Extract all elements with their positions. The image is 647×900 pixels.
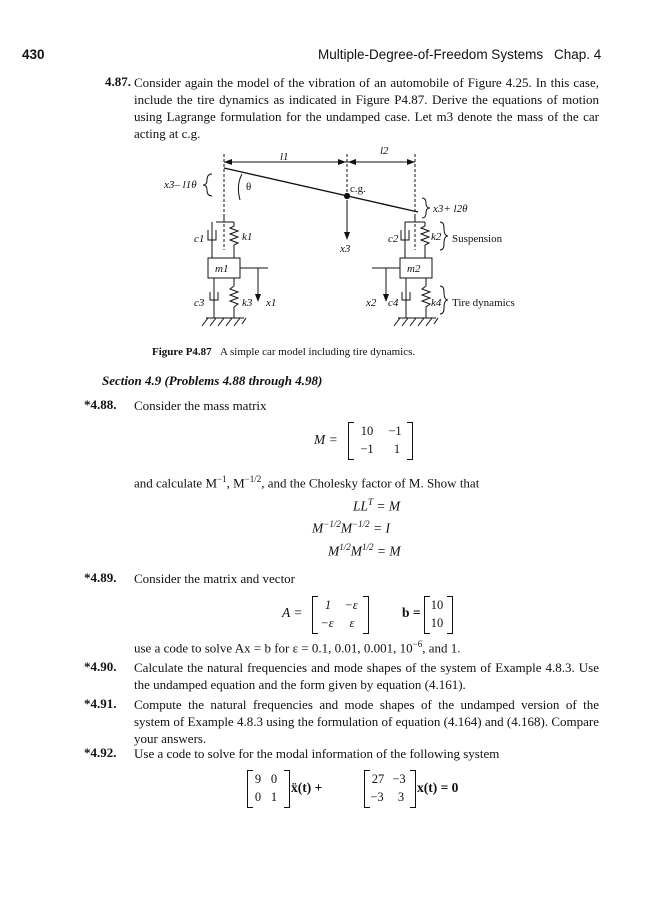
- matrix-A-11: 1: [324, 598, 332, 612]
- label-x3-minus: x3– l1θ: [164, 179, 197, 191]
- mass-matrix-11: 9: [254, 772, 262, 786]
- label-k3: k3: [242, 297, 253, 309]
- section-heading: Section 4.9 (Problems 4.88 through 4.98): [102, 373, 323, 388]
- label-k4: k4: [431, 297, 442, 309]
- stiffness-matrix-22: 3: [397, 790, 405, 804]
- figure-caption-label: Figure P4.87: [152, 346, 212, 358]
- mass-matrix-12: 0: [270, 772, 278, 786]
- equation-M-inverse-half: $M^{-1/2}M^{-1/2} = I$: [312, 519, 391, 536]
- matrix-M-21: −1: [360, 442, 374, 456]
- chapter-label: Chap. 4: [554, 47, 602, 62]
- figure-caption: [152, 346, 415, 358]
- problem-4-88-intro: Consider the mass matrix: [134, 398, 267, 413]
- label-tire-dynamics: Tire dynamics: [452, 297, 515, 309]
- label-c3: c3: [194, 297, 205, 309]
- matrix-M-22: 1: [393, 442, 401, 456]
- label-m2: m2: [407, 263, 421, 275]
- matrix-A-12: −ε: [344, 598, 358, 612]
- problem-4-88-calc-text: and calculate $M^{-1}$, $M^{-1/2}$, and the Cholesky factor of M. Show that: [134, 474, 480, 491]
- vector-b-lhs: b =: [402, 605, 421, 620]
- problem-number-4-92: *4.92.: [84, 745, 117, 760]
- label-cg: c.g.: [350, 183, 366, 195]
- problem-4-87-text: Consider again the model of the vibration of an automobile of Figure 4.25. In this case, include the tire dynamics as indicated in Figure P4.87. Derive the equations of motion using Lagrange formulation for the undamped case. Let m3 denote the mass of the car acting at c.g.: [134, 75, 599, 141]
- problem-number-4-87: 4.87.: [105, 74, 131, 89]
- mass-matrix-21: 0: [254, 790, 262, 804]
- label-suspension: Suspension: [452, 233, 503, 245]
- label-c1: c1: [194, 233, 205, 245]
- problem-number-4-90: *4.90.: [84, 659, 117, 674]
- matrix-A-21: −ε: [320, 616, 334, 630]
- equation-M-half: $M^{1/2}M^{1/2} = M$: [328, 542, 401, 559]
- matrix-A-22: ε: [349, 616, 355, 630]
- problem-number-4-88: *4.88.: [84, 397, 117, 412]
- cg-dot: [344, 193, 349, 198]
- problem-4-91-text: Compute the natural frequencies and mode shapes of the undamped version of the system of Example 4.8.3 using the formulation of equation (4.164) and (4.168). Compare your answers.: [134, 697, 599, 746]
- figure-caption-text: A simple car model including tire dynamics.: [219, 346, 416, 358]
- label-x3: x3: [340, 243, 351, 255]
- label-l1: l1: [280, 151, 289, 163]
- equation-LLT: $LL^T = M$: [353, 497, 401, 514]
- label-k1: k1: [242, 231, 253, 243]
- problem-4-89-text: use a code to solve Ax = b for ε = 0.1, 0.01, 0.001, $10^{-6}$, and 1.: [134, 639, 461, 656]
- label-k2: k2: [431, 231, 442, 243]
- running-title: Multiple-Degree-of-Freedom Systems: [318, 47, 544, 62]
- vector-b-1: 10: [430, 598, 444, 612]
- car-body-bar: [224, 168, 418, 212]
- problem-number-4-89: *4.89.: [84, 570, 117, 585]
- vector-b-2: 10: [430, 616, 444, 630]
- problem-number-4-91: *4.91.: [84, 696, 117, 711]
- matrix-A-lhs: A =: [282, 605, 303, 620]
- mass-matrix-22: 1: [270, 790, 278, 804]
- problem-4-89-intro: Consider the matrix and vector: [134, 571, 296, 586]
- xddot-term: ẍ(t) +: [291, 780, 323, 795]
- label-theta: θ: [246, 181, 252, 193]
- matrix-M-lhs: M =: [314, 432, 338, 447]
- car-model-figure: [160, 140, 560, 340]
- problem-4-92-text: Use a code to solve for the modal information of the following system: [134, 746, 500, 761]
- label-c4: c4: [388, 297, 399, 309]
- matrix-M-11: 10: [360, 424, 374, 438]
- label-x2: x2: [366, 297, 377, 309]
- x-rhs-term: x(t) = 0: [417, 780, 459, 795]
- label-x1: x1: [266, 297, 277, 309]
- label-x3-plus: x3+ l2θ: [433, 203, 468, 215]
- label-l2: l2: [380, 145, 389, 157]
- stiffness-matrix-11: 27: [371, 772, 385, 786]
- label-c2: c2: [388, 233, 399, 245]
- stiffness-matrix-21: −3: [370, 790, 384, 804]
- matrix-M-12: −1: [388, 424, 402, 438]
- page-number: 430: [22, 47, 45, 62]
- stiffness-matrix-12: −3: [392, 772, 406, 786]
- problem-4-90-text: Calculate the natural frequencies and mode shapes of the system of Example 4.8.3. Use the undamped equation and the form given by equation (4.161).: [134, 660, 599, 692]
- label-m1: m1: [215, 263, 229, 275]
